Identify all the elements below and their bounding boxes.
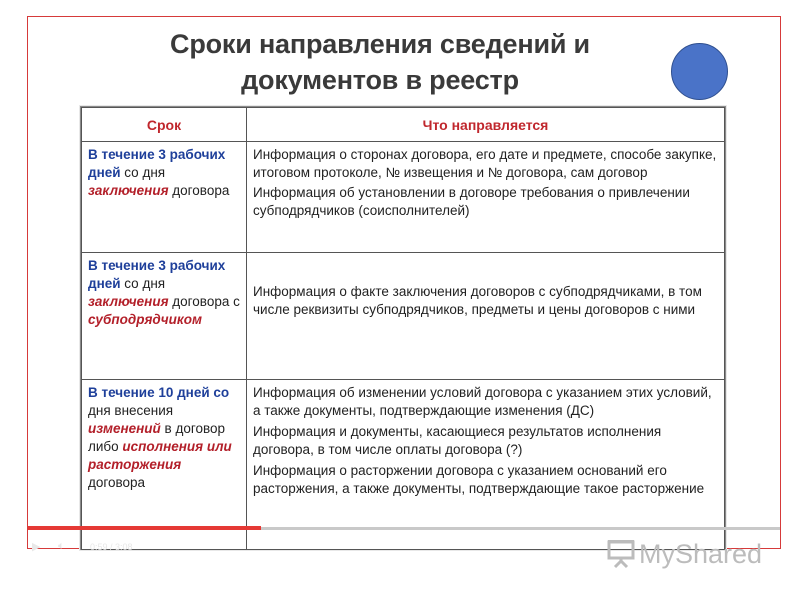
term-text: в договор либо (88, 421, 225, 454)
play-icon[interactable]: ▶ (32, 541, 41, 553)
term-text: со дня (120, 165, 166, 180)
volume-icon[interactable]: 🔈︎ (58, 540, 65, 552)
term-cell (82, 142, 247, 253)
title-line-2: документов в реестр (241, 65, 519, 95)
presentation-board-icon (607, 539, 635, 569)
header-term: Срок (82, 108, 247, 142)
term-text: дня внесения (88, 403, 174, 418)
term-event: субподрядчиком (88, 312, 202, 327)
table-row (82, 253, 725, 380)
term-deadline: В течение 10 дней со (88, 385, 230, 400)
term-event: исполнения или расторжения (88, 439, 232, 472)
info-paragraph: Информация об изменении условий договора с указанием этих условий, а также документы, подтверждающие изменения (ДС) (253, 385, 712, 418)
info-paragraph: Информация о сторонах договора, его дате и предмете, способе закупке, итоговом протоколе, № извещения и № договора, сам договор (253, 147, 717, 180)
myshared-watermark (607, 537, 762, 571)
slide-title (80, 26, 680, 98)
table-row (82, 380, 725, 550)
video-time: 0:59 / 3:08 (90, 542, 133, 552)
title-line-1: Сроки направления сведений и (170, 29, 590, 59)
term-text: со дня (120, 276, 166, 291)
term-text: договора с (168, 294, 240, 309)
info-cell (247, 380, 725, 550)
term-event: заключения (88, 294, 169, 309)
header-what: Что направляется (247, 108, 725, 142)
info-paragraph: Информация о расторжении договора с указанием оснований его расторжения, а также документы, подтверждающие такое расторжение (253, 463, 705, 496)
deadlines-table (80, 106, 726, 550)
table-header-row (82, 108, 725, 142)
blue-circle-decoration (671, 43, 728, 100)
info-paragraph: Информация о факте заключения договоров с субподрядчиками, в том числе реквизиты субподрядчиков, предметы и цены договоров с ними (253, 284, 702, 317)
info-paragraph: Информация и документы, касающиеся результатов исполнения договора, в том числе оплаты договора (?) (253, 424, 662, 457)
watermark-text: MyShared (639, 538, 763, 569)
term-cell (82, 380, 247, 550)
info-cell (247, 142, 725, 253)
term-deadline: В течение 3 рабочих дней (88, 258, 226, 291)
table-row (82, 142, 725, 253)
term-event: изменений (88, 421, 161, 436)
info-cell (247, 253, 725, 380)
term-text: договора (168, 183, 230, 198)
term-text: договора (88, 475, 146, 490)
term-cell (82, 253, 247, 380)
term-deadline: В течение 3 рабочих дней (88, 147, 226, 180)
term-event: заключения (88, 183, 169, 198)
info-paragraph: Информация об установлении в договоре требования о привлечении субподрядчиков (соисполнителей) (253, 185, 690, 218)
video-progress-fill[interactable] (28, 526, 261, 530)
